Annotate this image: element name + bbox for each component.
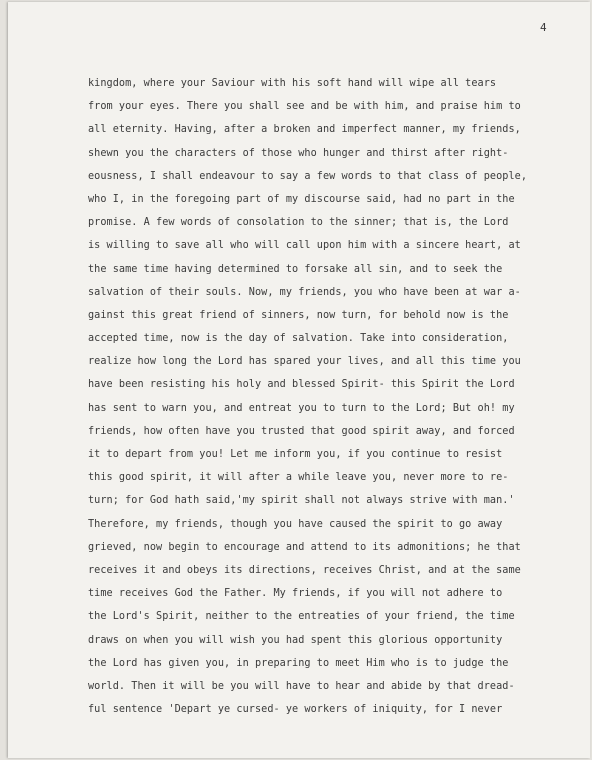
text-line: salvation of their souls. Now, my friends, you who have been at war a-	[88, 286, 521, 298]
text-line: receives it and obeys its directions, receives Christ, and at the same	[88, 564, 521, 576]
text-line: realize how long the Lord has spared your lives, and all this time you	[88, 356, 521, 368]
text-line: is willing to save all who will call upon him with a sincere heart, at	[88, 240, 521, 252]
text-line: Therefore, my friends, though you have caused the spirit to go away	[88, 518, 503, 530]
text-line: the Lord has given you, in preparing to meet Him who is to judge the	[88, 657, 509, 669]
text-line: draws on when you will wish you had spent this glorious opportunity	[88, 634, 503, 646]
text-line: gainst this great friend of sinners, now turn, for behold now is the	[88, 309, 509, 321]
text-line: turn; for God hath said,'my spirit shall not always strive with man.'	[88, 495, 515, 507]
typed-page	[8, 2, 590, 758]
text-line: grieved, now begin to encourage and attend to its admonitions; he that	[88, 541, 521, 553]
text-line: friends, how often have you trusted that good spirit away, and forced	[88, 425, 515, 437]
body-text	[88, 72, 527, 721]
text-line: world. Then it will be you will have to hear and abide by that dread-	[88, 680, 515, 692]
text-line: from your eyes. There you shall see and be with him, and praise him to	[88, 101, 521, 113]
text-line: kingdom, where your Saviour with his soft hand will wipe all tears	[88, 78, 497, 89]
text-line: the Lord's Spirit, neither to the entreaties of your friend, the time	[88, 611, 515, 623]
text-line: this good spirit, it will after a while leave you, never more to re-	[88, 472, 509, 484]
text-line: the same time having determined to forsake all sin, and to seek the	[88, 263, 503, 275]
text-line: time receives God the Father. My friends, if you will not adhere to	[88, 588, 503, 600]
text-line: all eternity. Having, after a broken and imperfect manner, my friends,	[88, 124, 521, 136]
text-line: promise. A few words of consolation to the sinner; that is, the Lord	[88, 217, 509, 229]
text-line: it to depart from you! Let me inform you, if you continue to resist	[88, 449, 503, 460]
text-line: accepted time, now is the day of salvation. Take into consideration,	[88, 333, 509, 345]
text-line: have been resisting his holy and blessed Spirit- this Spirit the Lord	[88, 379, 515, 391]
text-line: eousness, I shall endeavour to say a few words to that class of people,	[88, 170, 528, 182]
text-line: who I, in the foregoing part of my discourse said, had no part in the	[88, 193, 515, 205]
text-line: has sent to warn you, and entreat you to turn to the Lord; But oh! my	[88, 402, 515, 414]
text-line: shewn you the characters of those who hunger and thirst after right-	[88, 147, 509, 159]
page-number: 4	[540, 21, 547, 34]
text-line: ful sentence 'Depart ye cursed- ye workers of iniquity, for I never	[88, 704, 503, 716]
